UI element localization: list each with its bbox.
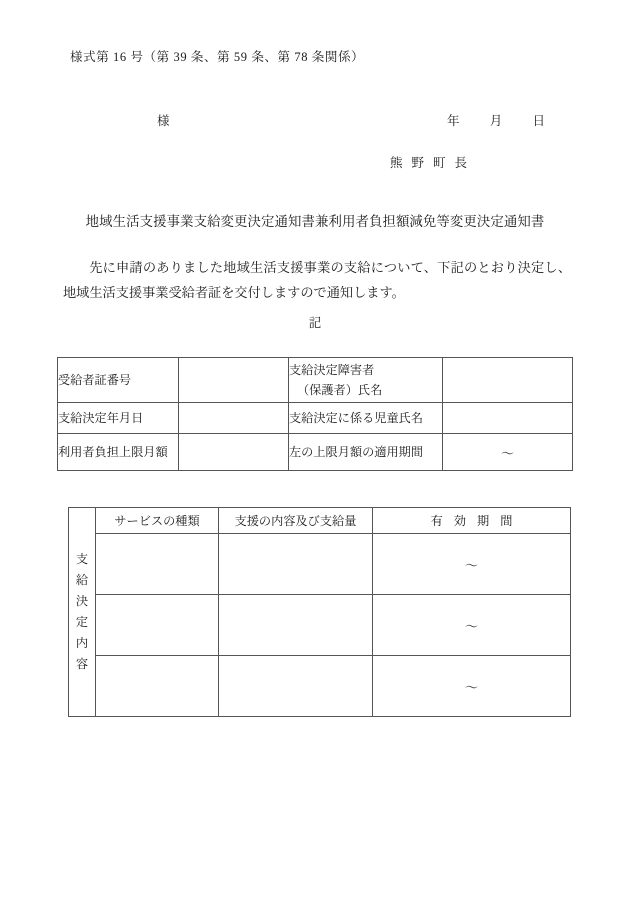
value-support-content-3[interactable] — [219, 656, 373, 717]
recipient-info-table — [57, 357, 573, 471]
side-label-char-4: 定 — [75, 615, 89, 629]
value-monthly-cap[interactable] — [179, 434, 289, 471]
body-paragraph-text: 先に申請のありました地域生活支援事業の支給について、下記のとおり決定し、地域生活支援事業受給者証を交付しますので通知します。 — [63, 260, 571, 300]
label-cap-period: 左の上限月額の適用期間 — [289, 434, 443, 471]
table-row — [69, 656, 571, 717]
header-valid-period-char-2: 効 — [453, 514, 466, 528]
value-valid-period-1[interactable]: 〜 — [373, 534, 571, 595]
value-valid-period-3[interactable]: 〜 — [373, 656, 571, 717]
value-service-type-1[interactable] — [96, 534, 219, 595]
value-service-type-3[interactable] — [96, 656, 219, 717]
document-title: 地域生活支援事業支給変更決定通知書兼利用者負担額減免等変更決定通知書 — [85, 214, 545, 229]
issuer-char-1: 熊 — [390, 156, 403, 170]
table-row — [58, 358, 573, 403]
side-label-char-3: 決 — [75, 594, 89, 608]
table-row — [58, 403, 573, 434]
decision-content-table — [68, 507, 571, 717]
date-month-label: 月 — [489, 114, 503, 128]
header-valid-period-char-4: 間 — [500, 514, 513, 528]
table-row — [69, 534, 571, 595]
header-valid-period-char-1: 有 — [430, 514, 443, 528]
table-header-row — [69, 508, 571, 534]
label-monthly-cap: 利用者負担上限月額 — [58, 434, 179, 471]
label-beneficiary-name-line1: 支給決定障害者 — [289, 363, 375, 377]
header-service-type: サービスの種類 — [96, 508, 219, 534]
header-support-content: 支援の内容及び支給量 — [219, 508, 373, 534]
label-beneficiary-name — [289, 358, 443, 403]
label-recipient-number: 受給者証番号 — [58, 358, 179, 403]
date-day-label: 日 — [532, 114, 546, 128]
issuer-char-4: 長 — [454, 156, 468, 170]
addressee-suffix: 様 — [157, 114, 170, 128]
date-year-label: 年 — [447, 114, 460, 128]
value-support-content-2[interactable] — [219, 595, 373, 656]
value-beneficiary-name[interactable] — [443, 358, 573, 403]
value-child-name[interactable] — [443, 403, 573, 434]
issuer-char-3: 町 — [433, 156, 446, 170]
value-service-type-2[interactable] — [96, 595, 219, 656]
date-line — [447, 111, 545, 129]
issuer-name — [390, 153, 467, 171]
form-number: 様式第 16 号（第 39 条、第 59 条、第 78 条関係） — [70, 50, 365, 64]
side-label-char-1: 支 — [75, 552, 89, 566]
side-label-char-5: 内 — [75, 636, 89, 650]
value-decision-date[interactable] — [179, 403, 289, 434]
addressee-date-row — [0, 111, 630, 129]
side-label-chars — [69, 510, 95, 714]
side-label-char-2: 給 — [75, 573, 89, 587]
label-decision-date: 支給決定年月日 — [58, 403, 179, 434]
header-valid-period-char-3: 期 — [477, 514, 490, 528]
label-beneficiary-name-line2: （保護者）氏名 — [297, 383, 383, 397]
value-valid-period-2[interactable]: 〜 — [373, 595, 571, 656]
value-recipient-number[interactable] — [179, 358, 289, 403]
issuer-char-2: 野 — [411, 156, 425, 170]
ki-marker: 記 — [308, 316, 322, 330]
value-support-content-1[interactable] — [219, 534, 373, 595]
table-row — [69, 595, 571, 656]
header-valid-period — [373, 508, 571, 534]
label-child-name: 支給決定に係る児童氏名 — [289, 403, 443, 434]
body-paragraph — [63, 255, 571, 305]
table-row — [58, 434, 573, 471]
side-label-decision-content — [69, 508, 96, 717]
side-label-char-6: 容 — [75, 657, 89, 671]
value-cap-period[interactable]: 〜 — [443, 434, 573, 471]
